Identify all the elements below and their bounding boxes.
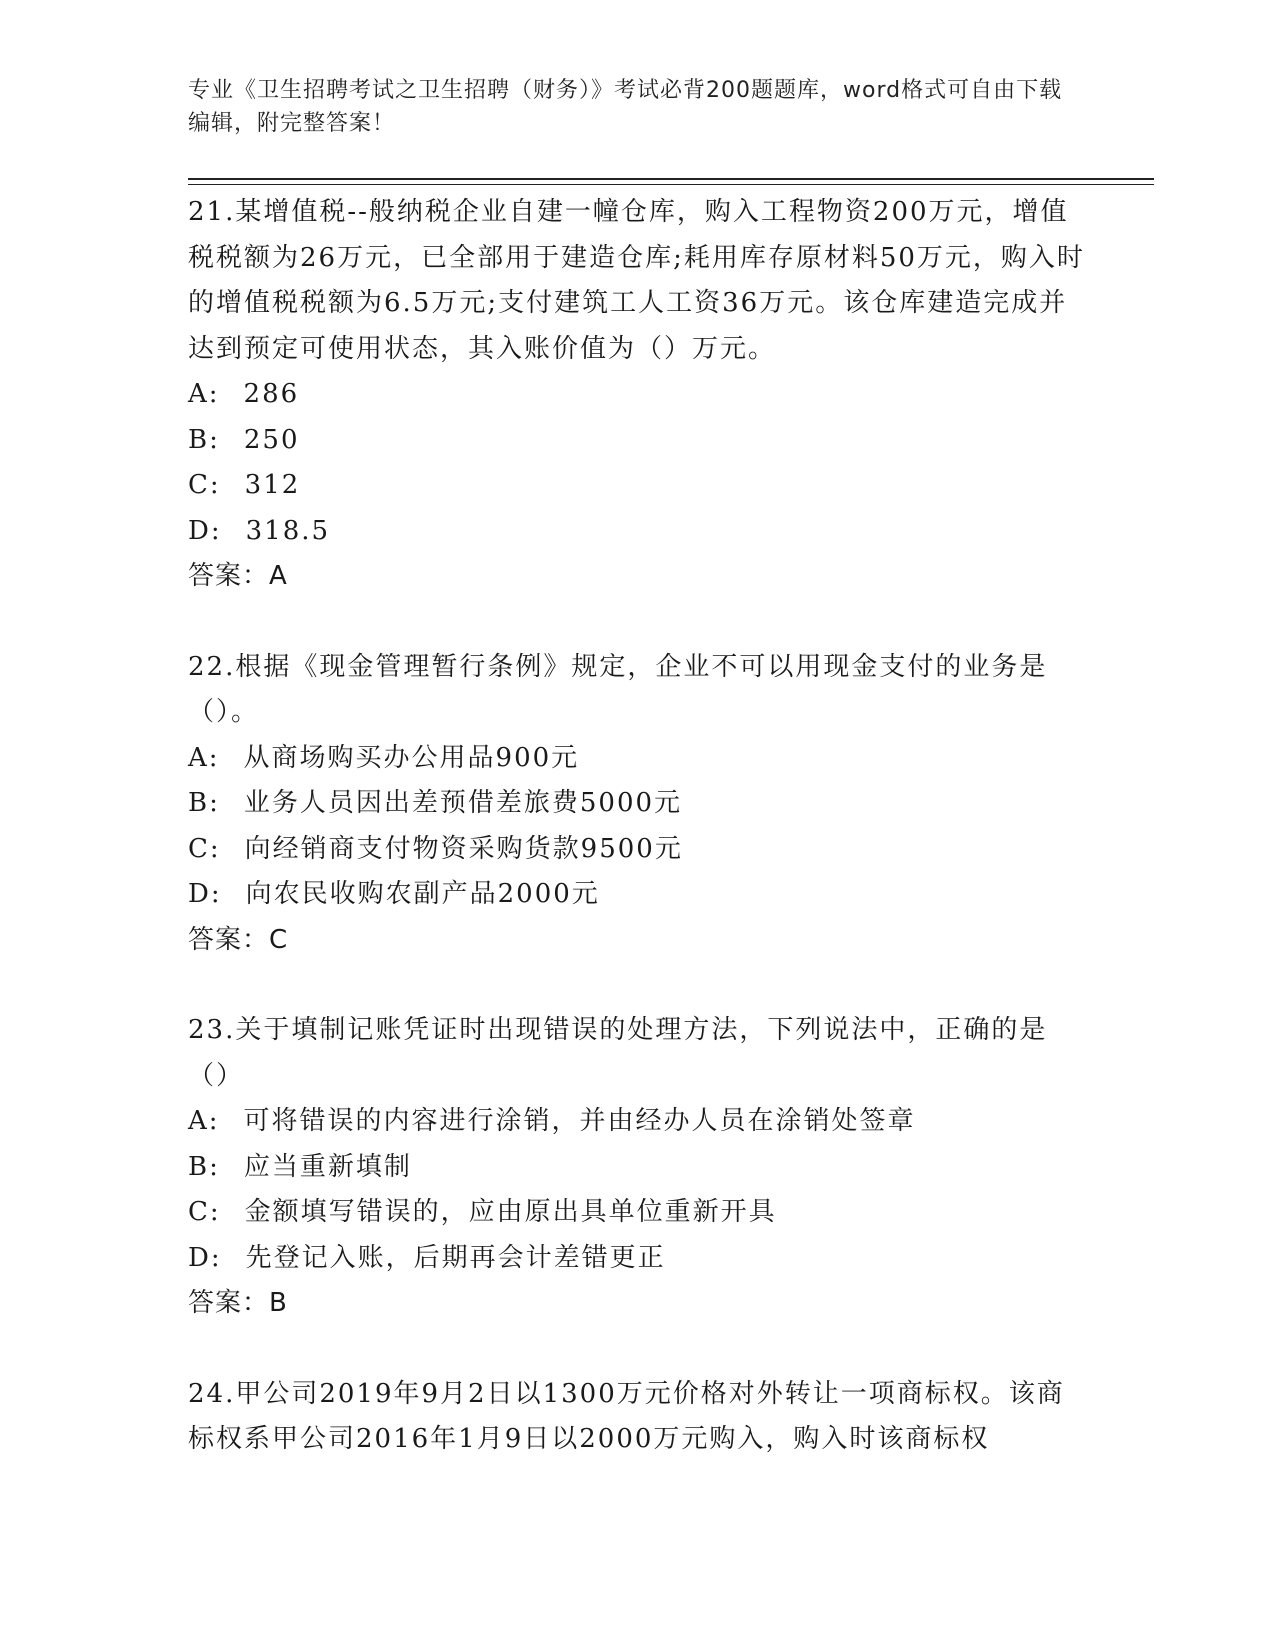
option-key: D: [188, 515, 222, 546]
answer-line: 答案：C [188, 924, 289, 955]
option-key: B: [188, 1151, 220, 1182]
option-key: C: [188, 1197, 221, 1227]
option-a [188, 372, 1088, 418]
option-text: 286 [243, 379, 300, 409]
question-text: 21.某增值税--般纳税企业自建一幢仓库，购入工程物资200万元，增值税税额为26万元，已全部用于建造仓库;耗用库存原材料50万元，购入时的增值税税额为6.5万元;支付建筑工人工资36万元。该仓库建造完成并达到预定可使用状态，其入账价值为（）万元。 [188, 197, 1085, 364]
option-key: D: [188, 1242, 222, 1273]
option-key: B: [188, 424, 220, 455]
option-key: A: [188, 742, 220, 773]
option-c [188, 827, 1088, 873]
answer-line: 答案：B [188, 1288, 288, 1318]
question-21 [188, 190, 1088, 600]
option-b [188, 1145, 1088, 1191]
option-a [188, 1099, 1088, 1145]
option-key: C: [188, 470, 221, 500]
option-text: 312 [244, 470, 301, 500]
question-list [188, 190, 1088, 1463]
option-key: D: [188, 879, 222, 909]
question-23 [188, 1008, 1088, 1327]
option-text: 业务人员因出差预借差旅费5000元 [243, 788, 683, 818]
option-d [188, 509, 1088, 555]
option-key: B: [188, 788, 220, 818]
header-divider-thin [188, 184, 1154, 185]
question-text: 24.甲公司2019年9月2日以1300万元价格对外转让一项商标权。该商标权系甲公司2016年1月9日以2000万元购入，购入时该商标权 [188, 1378, 1065, 1454]
document-header: 专业《卫生招聘考试之卫生招聘（财务）》考试必背200题题库，word格式可自由下载编辑，附完整答案！ [188, 78, 1063, 136]
option-d [188, 1236, 1088, 1282]
option-text: 向农民收购农副产品2000元 [245, 879, 600, 909]
option-text: 250 [243, 424, 300, 455]
option-c [188, 463, 1088, 509]
option-key: A: [188, 1106, 220, 1136]
question-text: 22.根据《现金管理暂行条例》规定，企业不可以用现金支付的业务是（）。 [188, 651, 1048, 727]
question-text: 23.关于填制记账凭证时出现错误的处理方法，下列说法中，正确的是（） [188, 1015, 1048, 1091]
option-text: 318.5 [245, 515, 331, 546]
option-text: 从商场购买办公用品900元 [243, 742, 580, 773]
question-24 [188, 1372, 1088, 1463]
option-text: 应当重新填制 [243, 1151, 412, 1182]
option-b [188, 781, 1088, 827]
option-text: 金额填写错误的，应由原出具单位重新开具 [244, 1197, 777, 1227]
option-d [188, 872, 1088, 918]
header-divider-thick [188, 178, 1154, 180]
option-key: A: [188, 379, 220, 409]
option-text: 可将错误的内容进行涂销，并由经办人员在涂销处签章 [243, 1106, 916, 1136]
option-b [188, 418, 1088, 464]
answer-line: 答案：A [188, 561, 288, 591]
option-c [188, 1190, 1088, 1236]
option-text: 先登记入账，后期再会计差错更正 [245, 1242, 666, 1273]
option-text: 向经销商支付物资采购货款9500元 [244, 833, 683, 864]
question-22 [188, 645, 1088, 964]
option-a [188, 736, 1088, 782]
option-key: C: [188, 833, 221, 864]
